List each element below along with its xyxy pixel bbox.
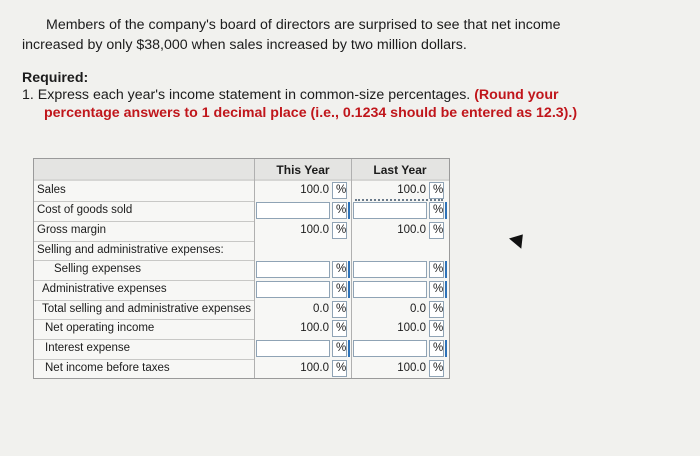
percent-symbol: %	[433, 322, 444, 334]
percent-symbol: %	[433, 184, 444, 196]
percent-symbol: %	[433, 263, 444, 275]
percent-symbol: %	[433, 342, 444, 354]
mouse-cursor-icon	[509, 229, 529, 248]
last-year-cell	[353, 182, 447, 200]
this-year-cell	[256, 261, 350, 279]
percent-value: 100.0	[397, 322, 426, 334]
percent-symbol: %	[433, 204, 444, 216]
row-label: Selling expenses	[54, 263, 141, 275]
column-header-last-year: Last Year	[373, 163, 427, 177]
rounding-note-1: (Round your	[474, 87, 559, 103]
percent-symbol: %	[336, 322, 347, 334]
table-row	[34, 300, 449, 320]
last-year-cell	[353, 281, 447, 299]
percent-symbol: %	[336, 204, 347, 216]
percent-symbol: %	[433, 283, 444, 295]
percent-value: 100.0	[300, 362, 329, 374]
percent-symbol: %	[336, 303, 347, 315]
row-label: Sales	[37, 184, 66, 196]
row-label: Cost of goods sold	[37, 204, 133, 216]
last-year-cell	[353, 320, 447, 338]
table-row	[34, 359, 449, 379]
last-year-input[interactable]	[353, 202, 427, 219]
last-year-cell	[353, 360, 447, 378]
this-year-input[interactable]	[256, 202, 330, 219]
this-year-input[interactable]	[256, 281, 330, 298]
row-label: Administrative expenses	[42, 283, 167, 295]
this-year-cell	[256, 340, 350, 358]
this-year-input[interactable]	[256, 261, 330, 278]
percent-symbol: %	[433, 362, 444, 374]
last-year-input[interactable]	[353, 261, 427, 278]
percent-value: 100.0	[300, 224, 329, 236]
this-year-cell	[256, 281, 350, 299]
last-year-cell	[353, 340, 447, 358]
this-year-cell	[256, 301, 350, 319]
this-year-cell	[256, 320, 350, 338]
percent-value: 100.0	[300, 322, 329, 334]
required-item-1	[22, 86, 682, 122]
row-label: Gross margin	[37, 224, 107, 236]
intro-line-1: Members of the company's board of directors are surprised to see that net income	[46, 17, 561, 33]
required-heading: Required:	[22, 70, 89, 86]
table-row	[34, 319, 449, 339]
last-year-input[interactable]	[353, 281, 427, 298]
percent-symbol: %	[336, 263, 347, 275]
percent-symbol: %	[336, 283, 347, 295]
table-row	[34, 339, 449, 359]
percent-value: 0.0	[410, 303, 426, 315]
percent-value: 100.0	[300, 184, 329, 196]
percent-symbol: %	[433, 224, 444, 236]
percent-value: 100.0	[397, 362, 426, 374]
last-year-cell	[353, 301, 447, 319]
table-row	[34, 241, 449, 261]
percent-value: 100.0	[397, 224, 426, 236]
this-year-cell	[256, 360, 350, 378]
this-year-input[interactable]	[256, 340, 330, 357]
percent-symbol: %	[433, 303, 444, 315]
rounding-note-2: percentage answers to 1 decimal place (i.e., 0.1234 should be entered as 12.3).)	[44, 105, 578, 121]
row-label: Interest expense	[45, 342, 131, 354]
table-row	[34, 260, 449, 280]
percent-value: 0.0	[313, 303, 329, 315]
intro-line-2: increased by only $38,000 when sales increased by two million dollars.	[22, 37, 467, 53]
table-row	[34, 280, 449, 300]
table-row	[34, 201, 449, 221]
percent-symbol: %	[336, 184, 347, 196]
last-year-input[interactable]	[353, 340, 427, 357]
problem-intro	[22, 15, 682, 55]
this-year-cell	[256, 222, 350, 240]
column-header-this-year: This Year	[276, 163, 330, 177]
row-label: Selling and administrative expenses:	[37, 244, 224, 256]
percent-value: 100.0	[397, 184, 426, 196]
table-row	[34, 181, 449, 201]
percent-symbol: %	[336, 342, 347, 354]
row-label: Total selling and administrative expenses	[42, 303, 252, 315]
percent-symbol: %	[336, 224, 347, 236]
this-year-cell	[256, 202, 350, 220]
income-statement-table	[33, 158, 450, 379]
row-label: Net operating income	[45, 322, 155, 334]
table-row	[34, 221, 449, 241]
percent-symbol: %	[336, 362, 347, 374]
last-year-cell	[353, 202, 447, 220]
row-label: Net income before taxes	[45, 362, 170, 374]
required-item-text: 1. Express each year's income statement in common-size percentages.	[22, 87, 471, 103]
this-year-cell	[256, 182, 350, 200]
last-year-cell	[353, 261, 447, 279]
last-year-cell	[353, 222, 447, 240]
